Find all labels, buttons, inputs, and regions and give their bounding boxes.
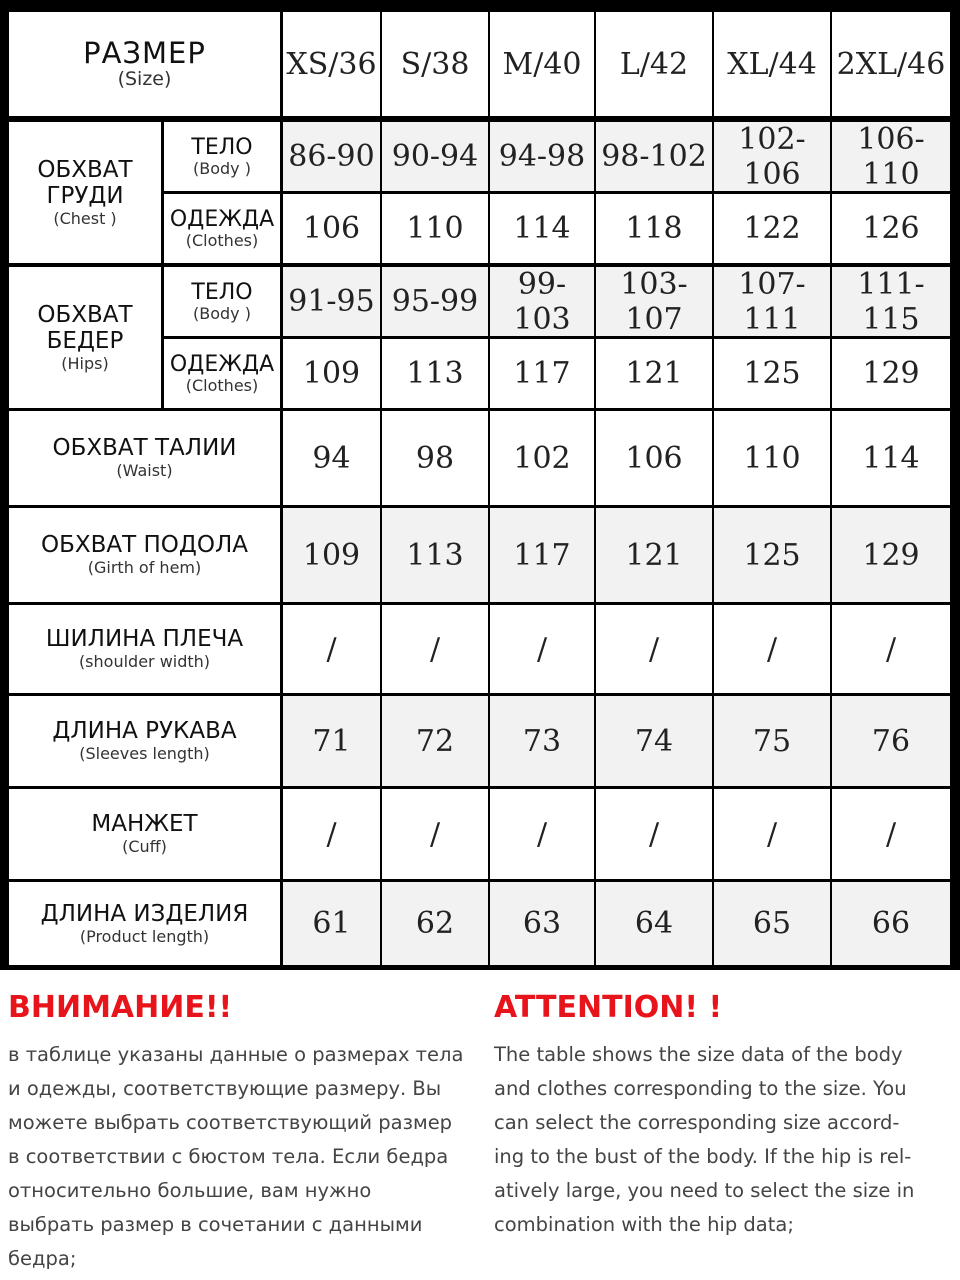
hips-clothes-cell: [382, 339, 488, 408]
chest-clothes-value: 110: [406, 211, 464, 246]
size-column-header: [490, 12, 594, 116]
row-value: 74: [634, 723, 674, 759]
hips-clothes-label-text: ОДЕЖДА: [169, 351, 275, 377]
size-column-header: [714, 12, 830, 116]
hips-name-line1: ОБХВАТ: [37, 301, 133, 328]
notice-line: бедра;: [8, 1247, 77, 1270]
chest-name-line1: ОБХВАТ: [37, 156, 133, 183]
row-cell: [490, 411, 594, 505]
row-name: ДЛИНА РУКАВА: [52, 718, 237, 744]
row-value: 113: [406, 537, 464, 573]
chest-clothes-label-text: ОДЕЖДА: [169, 206, 275, 232]
row-value: 110: [743, 440, 801, 476]
notice-line: в соответствии с бюстом тела. Если бедра: [8, 1145, 449, 1168]
row-value: 62: [415, 906, 455, 941]
row-value: 102: [513, 440, 571, 476]
row-value: 65: [752, 906, 792, 941]
chest-clothes-cell: [283, 194, 380, 263]
chest-body-value: 98-102: [601, 139, 707, 174]
row-label: [9, 411, 280, 505]
size-header-text: S/38: [400, 46, 470, 82]
hips-body-value: 91-95: [288, 284, 375, 319]
row-cell: [714, 789, 830, 879]
row-value: 109: [302, 537, 361, 573]
hips-clothes-cell: [490, 339, 594, 408]
notice-line: ing to the bust of the body. If the hip is rel-: [494, 1145, 912, 1168]
chest-group-label: [9, 122, 161, 263]
row-cell: [490, 789, 594, 879]
hips-body-cell: [596, 267, 712, 336]
row-value: 75: [752, 723, 792, 759]
notice-line: выбрать размер в сочетании с данными: [8, 1213, 423, 1236]
row-cell: [490, 605, 594, 693]
row-value: /: [766, 816, 778, 852]
header-size-label: [9, 12, 280, 116]
row-value: 66: [871, 906, 911, 941]
chest-body-value: 90-94: [391, 139, 479, 174]
row-value: 98: [415, 440, 455, 476]
row-value: /: [536, 631, 548, 667]
row-cell: [490, 882, 594, 965]
hips-clothes-value: 121: [625, 356, 683, 391]
chest-body-cell: [382, 122, 488, 191]
size-title: РАЗМЕР: [83, 36, 206, 70]
chest-clothes-cell: [596, 194, 712, 263]
hips-clothes-cell: [832, 339, 950, 408]
row-cell: [283, 605, 380, 693]
row-cell: [596, 605, 712, 693]
hips-body-cell: [714, 267, 830, 336]
row-value: 64: [634, 906, 674, 941]
row-value: 94: [312, 440, 351, 476]
row-cell: [382, 605, 488, 693]
hips-clothes-label: [164, 339, 280, 408]
size-column-header: [832, 12, 950, 116]
row-name: МАНЖЕТ: [91, 811, 198, 837]
hips-body-value: 111-115: [857, 266, 925, 337]
row-value: /: [648, 816, 660, 852]
row-name: ДЛИНА ИЗДЕЛИЯ: [40, 900, 249, 927]
row-cell: [382, 882, 488, 965]
notice-line: относительно большие, вам нужно: [8, 1179, 372, 1202]
hips-body-value: 95-99: [391, 284, 479, 319]
row-cell: [596, 696, 712, 786]
row-value: 121: [625, 537, 683, 573]
chest-clothes-cell: [714, 194, 830, 263]
row-value: /: [326, 631, 337, 667]
row-sub: (Product length): [79, 926, 210, 946]
chest-clothes-value: 126: [862, 211, 920, 246]
chest-clothes-value: 106: [302, 211, 361, 246]
row-value: 63: [522, 906, 562, 941]
size-subtitle: (Size): [117, 68, 172, 90]
row-cell: [832, 882, 950, 965]
row-cell: [283, 411, 380, 505]
hips-body-cell: [832, 267, 950, 336]
chest-body-cell: [490, 122, 594, 191]
row-cell: [382, 789, 488, 879]
chest-body-value: 106-110: [857, 121, 925, 192]
chest-clothes-value: 118: [625, 211, 683, 246]
chest-body-value: 86-90: [288, 139, 375, 174]
row-cell: [283, 508, 380, 602]
row-cell: [490, 508, 594, 602]
row-cell: [714, 411, 830, 505]
row-cell: [596, 508, 712, 602]
size-header-text: XL/44: [727, 46, 817, 82]
chest-name-sub: (Chest ): [53, 208, 117, 228]
hips-clothes-value: 125: [743, 356, 801, 391]
hips-name-sub: (Hips): [61, 353, 109, 373]
row-value: 76: [871, 723, 911, 759]
chest-clothes-label-sub: (Clothes): [185, 230, 259, 250]
notice-line: atively large, you need to select the size in: [494, 1179, 915, 1202]
notice-line: can select the corresponding size accord-: [494, 1111, 900, 1134]
size-column-header: [382, 12, 488, 116]
row-value: 72: [415, 723, 455, 759]
chest-clothes-cell: [382, 194, 488, 263]
chest-name-line2: ГРУДИ: [46, 182, 124, 209]
hips-body-cell: [382, 267, 488, 336]
row-name: ОБХВАТ ТАЛИИ: [52, 435, 237, 461]
chest-body-cell: [832, 122, 950, 191]
row-cell: [832, 789, 950, 879]
row-cell: [382, 696, 488, 786]
size-column-header: [596, 12, 712, 116]
row-value: /: [766, 631, 778, 667]
row-value: /: [885, 631, 897, 667]
row-value: 71: [312, 723, 351, 759]
row-label: [9, 789, 280, 879]
hips-clothes-value: 109: [302, 356, 361, 391]
hips-name-line2: БЕДЕР: [46, 327, 124, 354]
row-cell: [714, 882, 830, 965]
hips-clothes-cell: [714, 339, 830, 408]
hips-body-cell: [490, 267, 594, 336]
chest-body-label-text: ТЕЛО: [191, 134, 253, 160]
row-cell: [714, 696, 830, 786]
chest-body-value: 102-106: [738, 121, 806, 192]
row-sub: (Cuff): [122, 837, 167, 856]
row-cell: [714, 508, 830, 602]
row-value: 129: [862, 537, 920, 573]
row-cell: [283, 882, 380, 965]
size-header-text: M/40: [502, 46, 582, 82]
row-cell: [596, 882, 712, 965]
row-cell: [283, 789, 380, 879]
chest-body-cell: [283, 122, 380, 191]
notice-ru-text: [8, 1038, 463, 1276]
hips-clothes-value: 129: [862, 356, 920, 391]
notice-line: можете выбрать соответствующий размер: [8, 1111, 453, 1134]
row-label: [9, 508, 280, 602]
row-cell: [382, 508, 488, 602]
row-value: 125: [743, 537, 801, 573]
row-cell: [832, 696, 950, 786]
row-sub: (Waist): [116, 461, 173, 480]
hips-body-cell: [283, 267, 380, 336]
row-value: /: [648, 631, 660, 667]
hips-body-label-sub: (Body ): [193, 303, 251, 323]
hips-clothes-value: 113: [406, 356, 464, 391]
row-sub: (Girth of hem): [87, 558, 202, 577]
notice-ru-title: ВНИМАНИЕ!!: [8, 990, 233, 1025]
row-sub: (Sleeves length): [79, 744, 210, 763]
row-sub: (shoulder width): [78, 652, 211, 671]
row-cell: [714, 605, 830, 693]
size-column-header: [283, 12, 380, 116]
chest-clothes-cell: [832, 194, 950, 263]
hips-clothes-value: 117: [513, 356, 571, 391]
hips-body-label: [164, 267, 280, 336]
notice-line: combination with the hip data;: [494, 1213, 794, 1236]
chest-body-label-sub: (Body ): [193, 158, 251, 178]
notice-line: в таблице указаны данные о размерах тела: [8, 1043, 464, 1066]
row-value: 61: [312, 906, 351, 941]
row-label: [9, 605, 280, 693]
chest-body-value: 94-98: [498, 139, 586, 174]
chest-clothes-value: 114: [513, 211, 571, 246]
notice-line: The table shows the size data of the body: [494, 1043, 903, 1066]
chest-body-cell: [596, 122, 712, 191]
row-value: /: [326, 816, 337, 852]
row-value: /: [885, 816, 897, 852]
row-label: [9, 696, 280, 786]
size-header-text: XS/36: [286, 46, 377, 82]
row-value: 106: [625, 440, 683, 476]
size-header-text: L/42: [619, 46, 689, 82]
chest-clothes-value: 122: [743, 211, 801, 246]
row-label: [9, 882, 280, 965]
size-header-text: 2XL/46: [836, 46, 946, 82]
row-cell: [382, 411, 488, 505]
hips-clothes-label-sub: (Clothes): [185, 375, 259, 395]
hips-clothes-cell: [283, 339, 380, 408]
row-cell: [832, 605, 950, 693]
row-cell: [490, 696, 594, 786]
notice-line: and clothes corresponding to the size. You: [494, 1077, 907, 1100]
row-name: ОБХВАТ ПОДОЛА: [40, 532, 248, 558]
row-value: 114: [862, 440, 920, 476]
hips-body-value: 99-103: [513, 266, 571, 337]
row-value: /: [429, 816, 441, 852]
hips-body-label-text: ТЕЛО: [191, 279, 253, 305]
chest-body-cell: [714, 122, 830, 191]
hips-clothes-cell: [596, 339, 712, 408]
row-cell: [596, 411, 712, 505]
row-cell: [832, 411, 950, 505]
row-name: ШИЛИНА ПЛЕЧА: [45, 626, 244, 652]
hips-body-value: 107-111: [738, 266, 806, 337]
row-cell: [283, 696, 380, 786]
row-cell: [832, 508, 950, 602]
row-value: /: [536, 816, 548, 852]
hips-body-value: 103-107: [620, 266, 688, 337]
notice-line: и одежды, соответствующие размеру. Вы: [8, 1077, 442, 1100]
notice-en-title: ATTENTION! !: [494, 990, 723, 1025]
chest-clothes-label: [164, 194, 280, 263]
row-value: /: [429, 631, 441, 667]
row-value: 73: [522, 723, 562, 759]
row-value: 117: [513, 537, 571, 573]
hips-group-label: [9, 267, 161, 408]
row-cell: [596, 789, 712, 879]
chest-clothes-cell: [490, 194, 594, 263]
chest-body-label: [164, 122, 280, 191]
notice-en-text: [494, 1038, 914, 1242]
